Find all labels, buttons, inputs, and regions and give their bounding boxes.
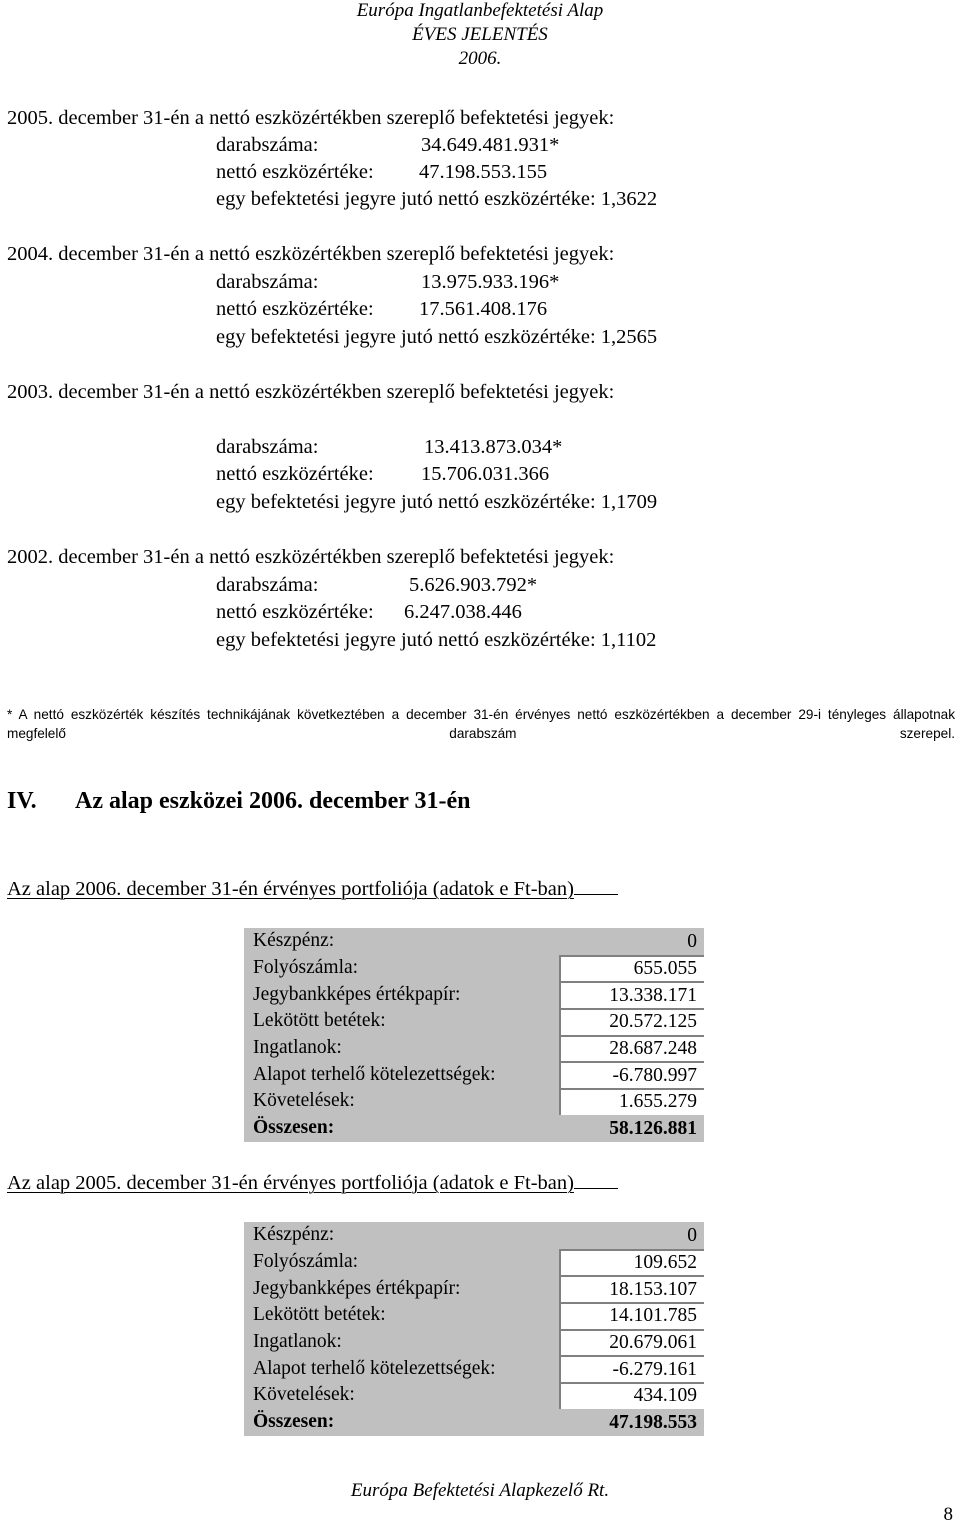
- row-label: Követelések:: [244, 1382, 559, 1409]
- total-row: [244, 1409, 704, 1436]
- count-label: darabszáma:: [216, 134, 319, 156]
- count-value: 13.975.933.196*: [421, 271, 560, 293]
- count-value: 5.626.903.792*: [409, 574, 538, 596]
- row-label: Jegybankképes értékpapír:: [244, 1275, 559, 1302]
- nav-label: nettó eszközértéke:: [216, 463, 374, 485]
- count-value: 34.649.481.931*: [421, 134, 560, 156]
- page-number: 8: [943, 1504, 953, 1525]
- row-label: Folyószámla:: [244, 955, 559, 982]
- row-label: Lekötött betétek:: [244, 1302, 559, 1329]
- row-label: Követelések:: [244, 1088, 559, 1115]
- per-unit-value: egy befektetési jegyre jutó nettó eszközértéke: 1,2565: [216, 326, 658, 348]
- header-year: 2006.: [458, 48, 502, 69]
- total-value: 58.126.881: [559, 1115, 704, 1142]
- table-row: [244, 1382, 704, 1409]
- nav-value: 17.561.408.176: [419, 298, 548, 320]
- row-value: 28.687.248: [559, 1035, 704, 1062]
- row-value: 14.101.785: [559, 1302, 704, 1329]
- row-value: -6.780.997: [559, 1061, 704, 1088]
- nav-value: 15.706.031.366: [421, 463, 550, 485]
- block-heading: 2002. december 31-én a nettó eszközértékben szereplő befektetési jegyek:: [7, 546, 615, 568]
- table-row: [244, 1088, 704, 1115]
- portfolio-title-text: Az alap 2006. december 31-én érvényes portfoliója (adatok e Ft-ban): [7, 878, 574, 900]
- table-row: [244, 1302, 704, 1329]
- section-heading: [7, 788, 470, 815]
- per-unit-value: egy befektetési jegyre jutó nettó eszközértéke: 1,1102: [216, 629, 657, 651]
- block-heading: 2003. december 31-én a nettó eszközértékben szereplő befektetési jegyek:: [7, 381, 615, 403]
- row-value: 0: [559, 928, 704, 955]
- row-value: -6.279.161: [559, 1355, 704, 1382]
- title-underline-tail: [574, 874, 618, 895]
- table-row: [244, 1061, 704, 1088]
- total-value: 47.198.553: [559, 1409, 704, 1436]
- count-value: 13.413.873.034*: [424, 436, 563, 458]
- table-row: [244, 928, 704, 955]
- total-label: Összesen:: [244, 1409, 559, 1436]
- row-value: 20.572.125: [559, 1008, 704, 1035]
- row-label: Lekötött betétek:: [244, 1008, 559, 1035]
- row-value: 20.679.061: [559, 1329, 704, 1356]
- row-value: 1.655.279: [559, 1088, 704, 1115]
- per-unit-value: egy befektetési jegyre jutó nettó eszközértéke: 1,1709: [216, 491, 658, 513]
- count-label: darabszáma:: [216, 271, 319, 293]
- row-label: Ingatlanok:: [244, 1035, 559, 1062]
- row-value: 434.109: [559, 1382, 704, 1409]
- total-label: Összesen:: [244, 1115, 559, 1142]
- row-label: Folyószámla:: [244, 1249, 559, 1276]
- section-number: IV.: [7, 788, 37, 814]
- nav-label: nettó eszközértéke:: [216, 601, 374, 623]
- row-label: Készpénz:: [244, 928, 559, 955]
- section-title: Az alap eszközei 2006. december 31-én: [75, 788, 471, 814]
- block-heading: 2004. december 31-én a nettó eszközértékben szereplő befektetési jegyek:: [7, 243, 615, 265]
- portfolio-title-2006: [7, 874, 618, 901]
- header-fund-name: Európa Ingatlanbefektetési Alap: [356, 0, 604, 21]
- row-label: Alapot terhelő kötelezettségek:: [244, 1061, 559, 1088]
- row-value: 0: [559, 1222, 704, 1249]
- portfolio-table-2005: [244, 1222, 704, 1436]
- header-report-title: ÉVES JELENTÉS: [412, 24, 548, 45]
- portfolio-title-2005: [7, 1168, 618, 1195]
- row-label: Készpénz:: [244, 1222, 559, 1249]
- footer-company: Európa Befektetési Alapkezelő Rt.: [350, 1480, 610, 1501]
- title-underline-tail: [574, 1168, 618, 1189]
- row-value: 655.055: [559, 955, 704, 982]
- nav-label: nettó eszközértéke:: [216, 161, 374, 183]
- row-label: Alapot terhelő kötelezettségek:: [244, 1355, 559, 1382]
- per-unit-value: egy befektetési jegyre jutó nettó eszközértéke: 1,3622: [216, 188, 658, 210]
- table-row: [244, 981, 704, 1008]
- row-value: 13.338.171: [559, 981, 704, 1008]
- count-label: darabszáma:: [216, 574, 319, 596]
- table-row: [244, 1222, 704, 1249]
- row-label: Ingatlanok:: [244, 1329, 559, 1356]
- table-row: [244, 1249, 704, 1276]
- row-value: 18.153.107: [559, 1275, 704, 1302]
- portfolio-table-2006: [244, 928, 704, 1142]
- nav-value: 47.198.553.155: [419, 161, 548, 183]
- row-label: Jegybankképes értékpapír:: [244, 981, 559, 1008]
- table-row: [244, 1035, 704, 1062]
- portfolio-title-text: Az alap 2005. december 31-én érvényes portfoliója (adatok e Ft-ban): [7, 1172, 574, 1194]
- footnote: * A nettó eszközérték készítés technikájának következtében a december 31-én érvényes nettó eszközértékben a december 29-i tényleges állapotnak megfelelő darabszám szerepel.: [7, 707, 955, 741]
- table-row: [244, 1329, 704, 1356]
- nav-value: 6.247.038.446: [404, 601, 522, 623]
- table-row: [244, 1275, 704, 1302]
- table-row: [244, 1355, 704, 1382]
- count-label: darabszáma:: [216, 436, 319, 458]
- nav-label: nettó eszközértéke:: [216, 298, 374, 320]
- row-value: 109.652: [559, 1249, 704, 1276]
- table-row: [244, 955, 704, 982]
- total-row: [244, 1115, 704, 1142]
- table-row: [244, 1008, 704, 1035]
- block-heading: 2005. december 31-én a nettó eszközértékben szereplő befektetési jegyek:: [7, 107, 615, 129]
